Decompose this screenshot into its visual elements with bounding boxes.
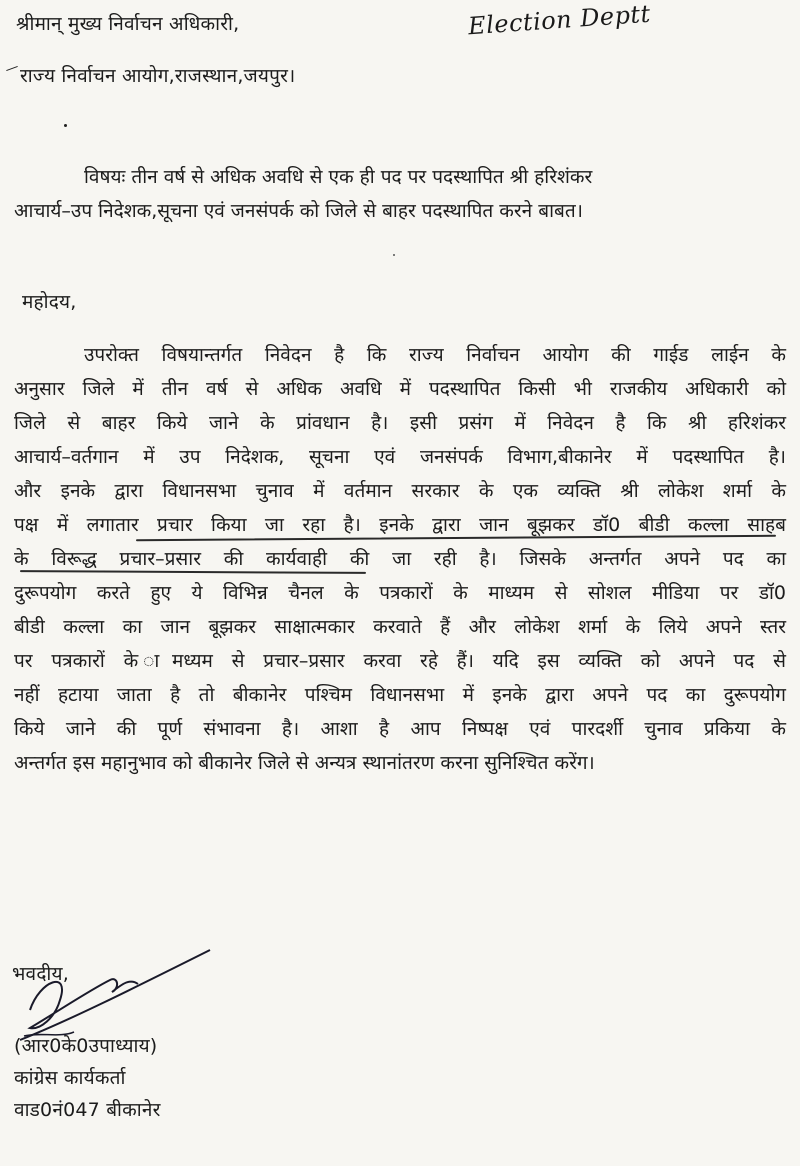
body-paragraph xyxy=(14,338,786,780)
body-line: के विरूद्ध प्रचार–प्रसार की कार्यवाही की जा रही है। जिसके अन्तर्गत अपने पद का xyxy=(14,548,786,570)
subject-line-1: विषयः तीन वर्ष से अधिक अवधि से एक ही पद पर पदस्थापित श्री हरिशंकर xyxy=(84,166,593,188)
body-line: अन्तर्गत इस महानुभाव को बीकानेर जिले से अन्यत्र स्थानांतरण करना सुनिश्चित करेंग। xyxy=(14,752,595,774)
body-line: उपरोक्त विषयान्तर्गत निवेदन है कि राज्य निर्वाचन आयोग की गाईड लाईन के xyxy=(84,344,786,366)
body-line: पर पत्रकारों के ामध्यम से प्रचार–प्रसार करवा रहे हैं। यदि इस व्यक्ति को अपने पद से xyxy=(14,650,786,672)
signatory-designation: कांग्रेस कार्यकर्ता xyxy=(14,1067,126,1089)
ink-dot xyxy=(393,254,395,256)
salutation: महोदय, xyxy=(22,291,77,313)
signatory-ward: वाड0नं047 बीकानेर xyxy=(14,1099,161,1121)
body-line: और इनके द्वारा विधानसभा चुनाव में वर्तमान सरकार के एक व्यक्ति श्री लोकेश शर्मा के xyxy=(14,480,786,502)
recipient-line-2: राज्य निर्वाचन आयोग,राजस्थान,जयपुर। xyxy=(20,65,296,87)
signatory-name: (आर0के0उपाध्याय) xyxy=(14,1035,158,1057)
body-line: नहीं हटाया जाता है तो बीकानेर पश्चिम विधानसभा में इनके द्वारा अपने पद का दुरूपयोग xyxy=(14,684,786,706)
body-line: पक्ष में लगातार प्रचार किया जा रहा है। इनके द्वारा जान बूझकर डॉ0 बीडी कल्ला साहब xyxy=(14,514,786,536)
body-line: किये जाने की पूर्ण संभावना है। आशा है आप निष्पक्ष एवं पारदर्शी चुनाव प्रकिया के xyxy=(14,718,786,740)
recipient-line-1: श्रीमान् मुख्य निर्वाचन अधिकारी, xyxy=(16,13,240,35)
body-line: बीडी कल्ला का जान बूझकर साक्षात्मकार करवाते हैं और लोकेश शर्मा के लिये अपने स्तर xyxy=(14,616,786,638)
subject-block xyxy=(14,160,786,228)
subject-line-2: आचार्य–उप निदेशक,सूचना एवं जनसंपर्क को जिले से बाहर पदस्थापित करने बाबत। xyxy=(14,200,583,222)
handwritten-dept-note: Election Deptt xyxy=(467,0,652,41)
ink-dot xyxy=(64,124,67,127)
body-line: अनुसार जिले में तीन वर्ष से अधिक अवधि में पदस्थापित किसी भी राजकीय अधिकारी को xyxy=(14,378,786,400)
body-line: दुरूपयोग करते हुए ये विभिन्न चैनल के पत्रकारों के माध्यम से सोशल मीडिया पर डॉ0 xyxy=(14,582,786,604)
closing-regards: भवदीय, xyxy=(12,963,69,985)
body-line: आचार्य–वर्तगान में उप निदेशक, सूचना एवं जनसंपर्क विभाग,बीकानेर में पदस्थापित है। xyxy=(14,446,786,468)
body-line: जिले से बाहर किये जाने के प्रांवधान है। इसी प्रसंग में निवेदन है कि श्री हरिशंकर xyxy=(14,412,786,434)
pen-mark xyxy=(6,66,18,71)
